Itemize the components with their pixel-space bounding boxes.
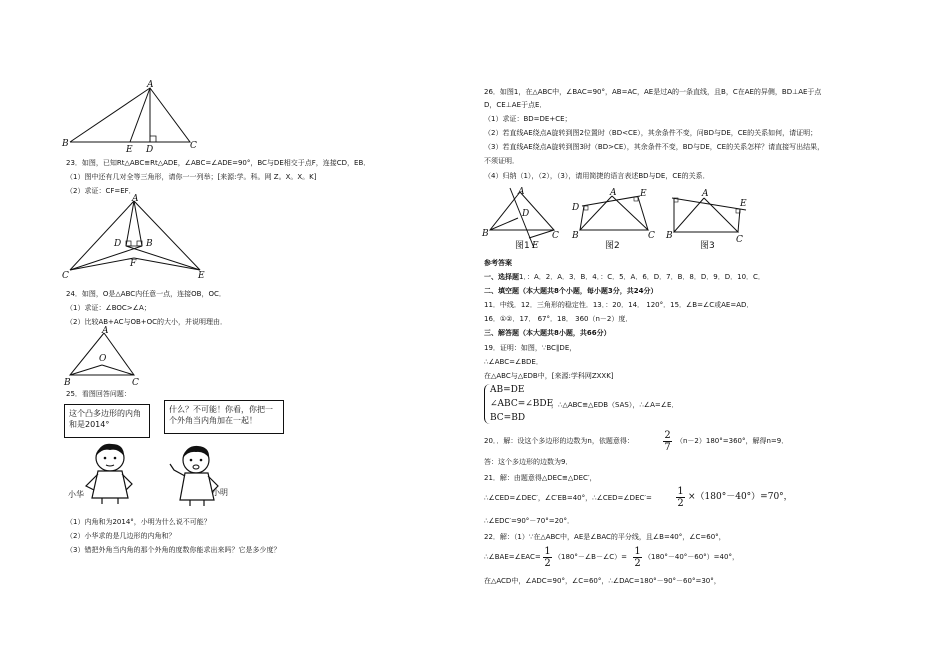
label-A: A [147,80,154,90]
a21-line4: ∴∠EDC′=90°－70°=20°． [484,517,574,525]
q26-part1: （1）求证：BD=DE+CE； [484,115,572,123]
a20-answer: 答：这个多边形的边数为9． [484,458,573,466]
label-C: C [648,231,655,241]
label-B: B [62,139,69,149]
a20-post: （n－2）180°=360°，解得n=9． [676,437,789,445]
label-C: C [552,231,559,241]
fig2-caption: 图2 [605,241,620,251]
a19-system-3: BC=BD [490,413,526,423]
a22-line1: 22．解：（1）∵在△ABC中，AE是∠BAC的平分线，且∠B=40°，∠C=60°， [484,533,726,541]
label-E: E [740,199,747,209]
label-A: A [132,194,139,204]
speech-bubble-xiaohua: 这个凸多边形的内角和是2014° [64,404,150,438]
answers-section2-line2: 16．①②．17． 67°．18． 360（n－2）度． [484,315,633,323]
label-B: B [146,239,153,249]
a22-denominator-1: 2 [544,558,551,569]
label-C: C [132,378,139,388]
a21-line1: 21．解：由题意得△DEC≌△DEC′， [484,474,597,482]
q26-part2: （2）若直线AE绕点A旋转到图2位置时（BD<CE），其余条件不变，问BD与DE，CE的关系如何，请证明； [484,129,818,137]
a21-numerator: 1 [677,486,684,497]
q24-stem: 24．如图，O是△ABC内任意一点，连接OB，OC． [66,290,226,298]
a19-conclusion: ，∴△ABC≌△EDB（SAS），∴∠A=∠E． [551,401,679,409]
a19-system-1: AB=DE [490,385,525,395]
a21-line2: ∴∠CED=∠DEC′，∠C′EB=40°，∴∠CED=∠DEC′= [484,494,652,502]
a20-pre: 20．．解：设这个多边形的边数为n，依题意得： [484,437,634,445]
fig3-caption: 图3 [700,241,715,251]
a22-numerator-1: 1 [544,546,551,557]
a22-fraction-1 [543,546,552,569]
cartoon-boy-xiaoming-icon [168,442,228,507]
answers-heading: 参考答案 [484,259,512,267]
label-A: A [518,187,525,197]
q26-line1: 26．如图1，在△ABC中，∠BAC=90°，AB=AC，AE是过A的一条直线，且B，C在AE的异侧，BD⊥AE于点 [484,88,822,96]
label-D: D [114,239,122,249]
a22-line2b: （180°－∠B－∠C）= [554,553,627,561]
q26-figure-2 [570,190,660,245]
triangle-figure-q23 [62,196,212,281]
a22-line2c: （180°－40°－60°）=40°， [644,553,739,561]
q23-stem: 23．如图，已知Rt△ABC≌Rt△ADE，∠ABC=∠ADE=90°，BC与DE相交于点F，连接CD，EB． [66,159,371,167]
q23-part1: （1）图中还有几对全等三角形，请你一一列举；[来源:学。科。网 Z。X。X。K] [66,173,317,181]
label-B: B [572,231,579,241]
q23-part2: （2）求证：CF=EF． [66,187,136,195]
section1-title: 一、选择题 [484,273,519,281]
q25-part1: （1）内角和为2014°，小明为什么说不可能？ [66,518,211,526]
label-A: A [610,188,617,198]
label-D: D [572,203,580,213]
label-B: B [666,231,673,241]
label-F: F [130,259,137,269]
label-D: D [146,145,154,155]
label-C: C [190,141,197,151]
fig1-caption: 图1 [515,241,530,251]
answers-section2-line1: 11．中线．12．三角形的稳定性．13．：20．14． 120°．15．∠B=∠C或AE=AD． [484,301,754,309]
q26-part3: （3）若直线AE绕点A旋转到图3时（BD>CE），其余条件不变，BD与DE，CE的关系怎样？请直接写出结果， [484,143,825,151]
label-E: E [126,145,133,155]
answers-section2-title: 二、填空题（本大题共8个小题，每小题3分，共24分） [484,287,658,295]
a20-fraction [663,430,672,453]
a22-numerator-2: 1 [634,546,641,557]
label-C: C [736,235,743,245]
label-E: E [532,241,539,251]
label-D: D [522,209,530,219]
a22-line2a: ∴∠BAE=∠EAC= [484,553,541,561]
q26-line2: D，CE⊥AE于点E． [484,101,547,109]
a19-system-2: ∠ABC=∠BDE [490,399,554,409]
speech-bubble-xiaoming: 什么？不可能！你看，你把一个外角当内角加在一起！ [164,400,284,434]
section1-answers: 1．：A．2．A．3．B．4．：C．5．A．6．D．7．B．8．D．9．D．10．C． [519,273,765,281]
q26-figure-3 [664,188,754,245]
triangle-figure-q24 [62,328,152,388]
label-O: O [99,354,107,364]
q25-part2: （2）小华求的是几边形的内角和？ [66,532,176,540]
a19-line1: 19．证明：如图，∵BC∥DE， [484,344,577,352]
q26-part4: （4）归纳（1），（2），（3），请用简捷的语言表述BD与DE，CE的关系． [484,172,710,180]
q24-part1: （1）求证：∠BOC>∠A； [66,304,151,312]
a21-denominator: 2 [677,498,684,509]
a21-line3: ×（180°－40°）=70°， [688,492,793,502]
label-B: B [64,378,71,388]
triangle-figure-q22 [60,80,200,155]
q24-part2: （2）比较AB+AC与OB+OC的大小，并说明理由． [66,318,228,326]
name-xiaoming: 小明 [212,488,228,497]
label-A: A [702,189,709,199]
label-A: A [102,326,109,336]
a20-denominator: 7 [664,442,671,453]
a22-line3: 在△ACD中，∠ADC=90°，∠C=60°，∴∠DAC=180°－90°－60°=30°， [484,577,721,585]
label-E: E [640,189,647,199]
a19-line3: 在△ABC与△EDB中，[来源:学科网ZXXK] [484,372,614,380]
label-E: E [198,271,205,281]
name-xiaohua: 小华 [68,490,84,499]
a22-fraction-2 [633,546,642,569]
q26-part3b: 不须证明． [484,157,519,165]
answers-section1 [484,273,765,282]
a22-denominator-2: 2 [634,558,641,569]
a21-fraction [676,486,685,509]
q25-stem: 25．看图回答问题： [66,390,131,398]
cartoon-boy-xiaohua-icon [80,440,140,505]
q25-part3: （3）错把外角当内角的那个外角的度数你能求出来吗？它是多少度？ [66,546,281,554]
answers-section3-title: 三、解答题（本大题共8小题，共66分） [484,329,611,337]
label-B: B [482,229,489,239]
a19-line2: ∴∠ABC=∠BDE． [484,358,543,366]
label-C: C [62,271,69,281]
a20-numerator: 2 [664,430,671,441]
